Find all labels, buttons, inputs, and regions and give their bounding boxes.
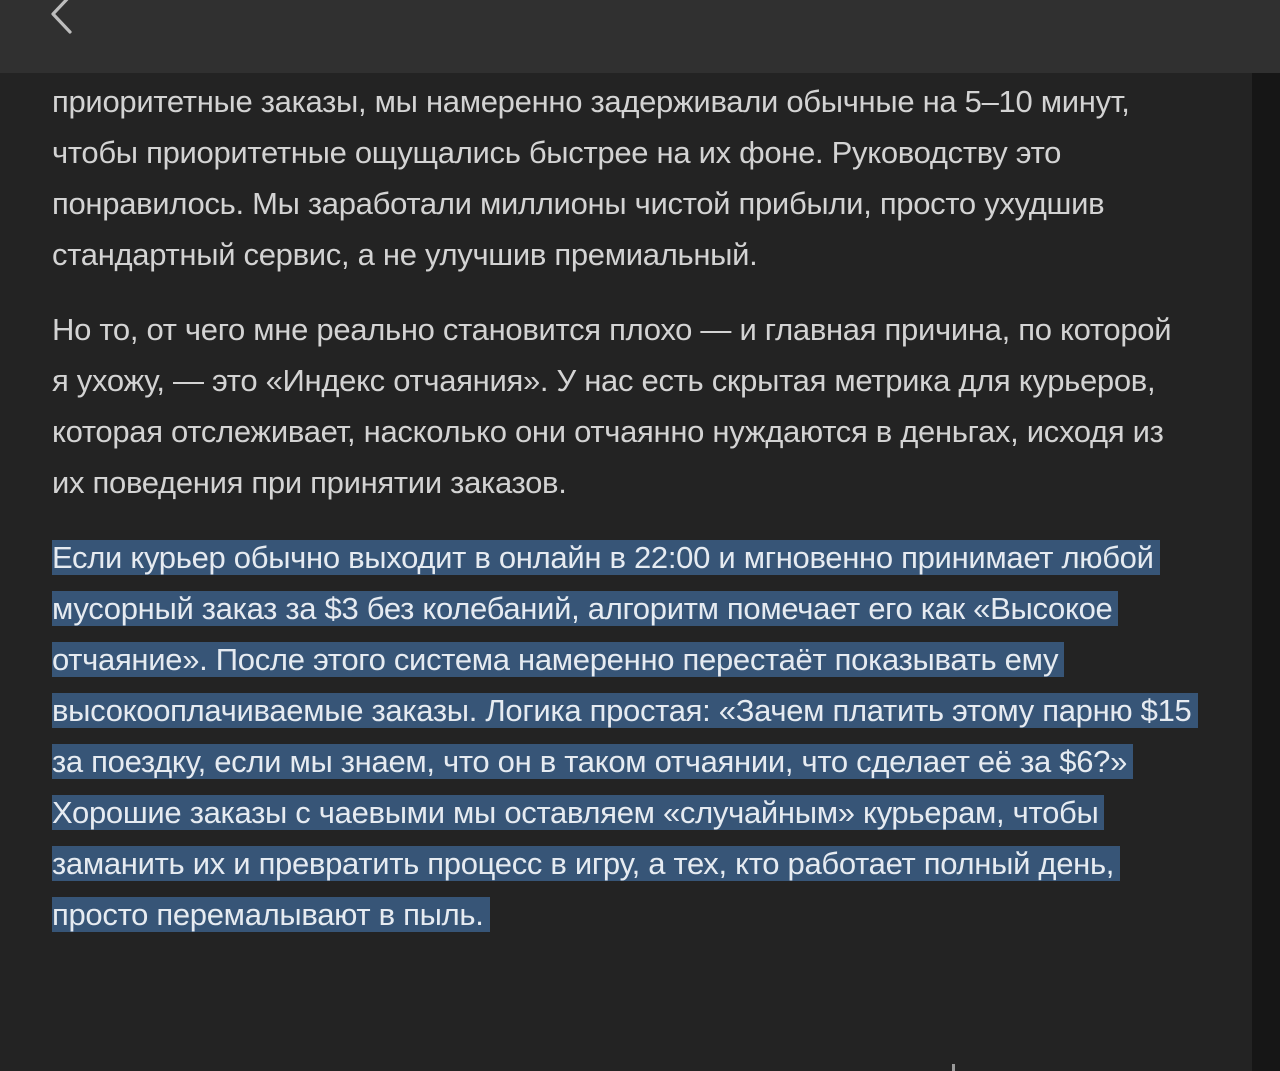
paragraph-text: приоритетные заказы, мы намеренно задерживали обычные на 5–10 минут, чтобы приоритетные ощущались быстрее на их фоне. Руководству это понравилось. Мы заработали миллионы чистой прибыли, просто ухудшив стандартный сервис, а не улучшив премиальный. [52,84,1130,272]
paragraph-text: Но то, от чего мне реально становится плохо — и главная причина, по которой я ухожу, — это «Индекс отчаяния». У нас есть скрытая метрика для курьеров, которая отслеживает, насколько они отчаянно нуждаются в деньгах, исходя из их поведения при принятии заказов. [52,312,1172,500]
next-content-hint [52,1052,1192,1071]
paragraph [52,304,1192,508]
article-text [52,76,1192,964]
selected-paragraph[interactable] [52,532,1192,940]
top-bar [0,0,1280,73]
selected-text[interactable]: Если курьер обычно выходит в онлайн в 22:00 и мгновенно принимает любой мусорный заказ за $3 без колебаний, алгоритм помечает его как «Высокое отчаяние». После этого система намеренно перестаёт показывать ему высокооплачиваемые заказы. Логика простая: «Зачем платить этому парню $15 за поездку, если мы знаем, что он в таком отчаянии, что сделает её за $6?» Хорошие заказы с чаевыми мы оставляем «случайным» курьерам, чтобы заманить их и превратить процесс в игру, а тех, кто работает полный день, просто перемалывают в пыль. [52,540,1198,932]
scroll-track [1252,73,1280,1071]
back-button[interactable] [40,0,88,48]
paragraph [52,76,1192,280]
chevron-left-icon [40,0,88,48]
